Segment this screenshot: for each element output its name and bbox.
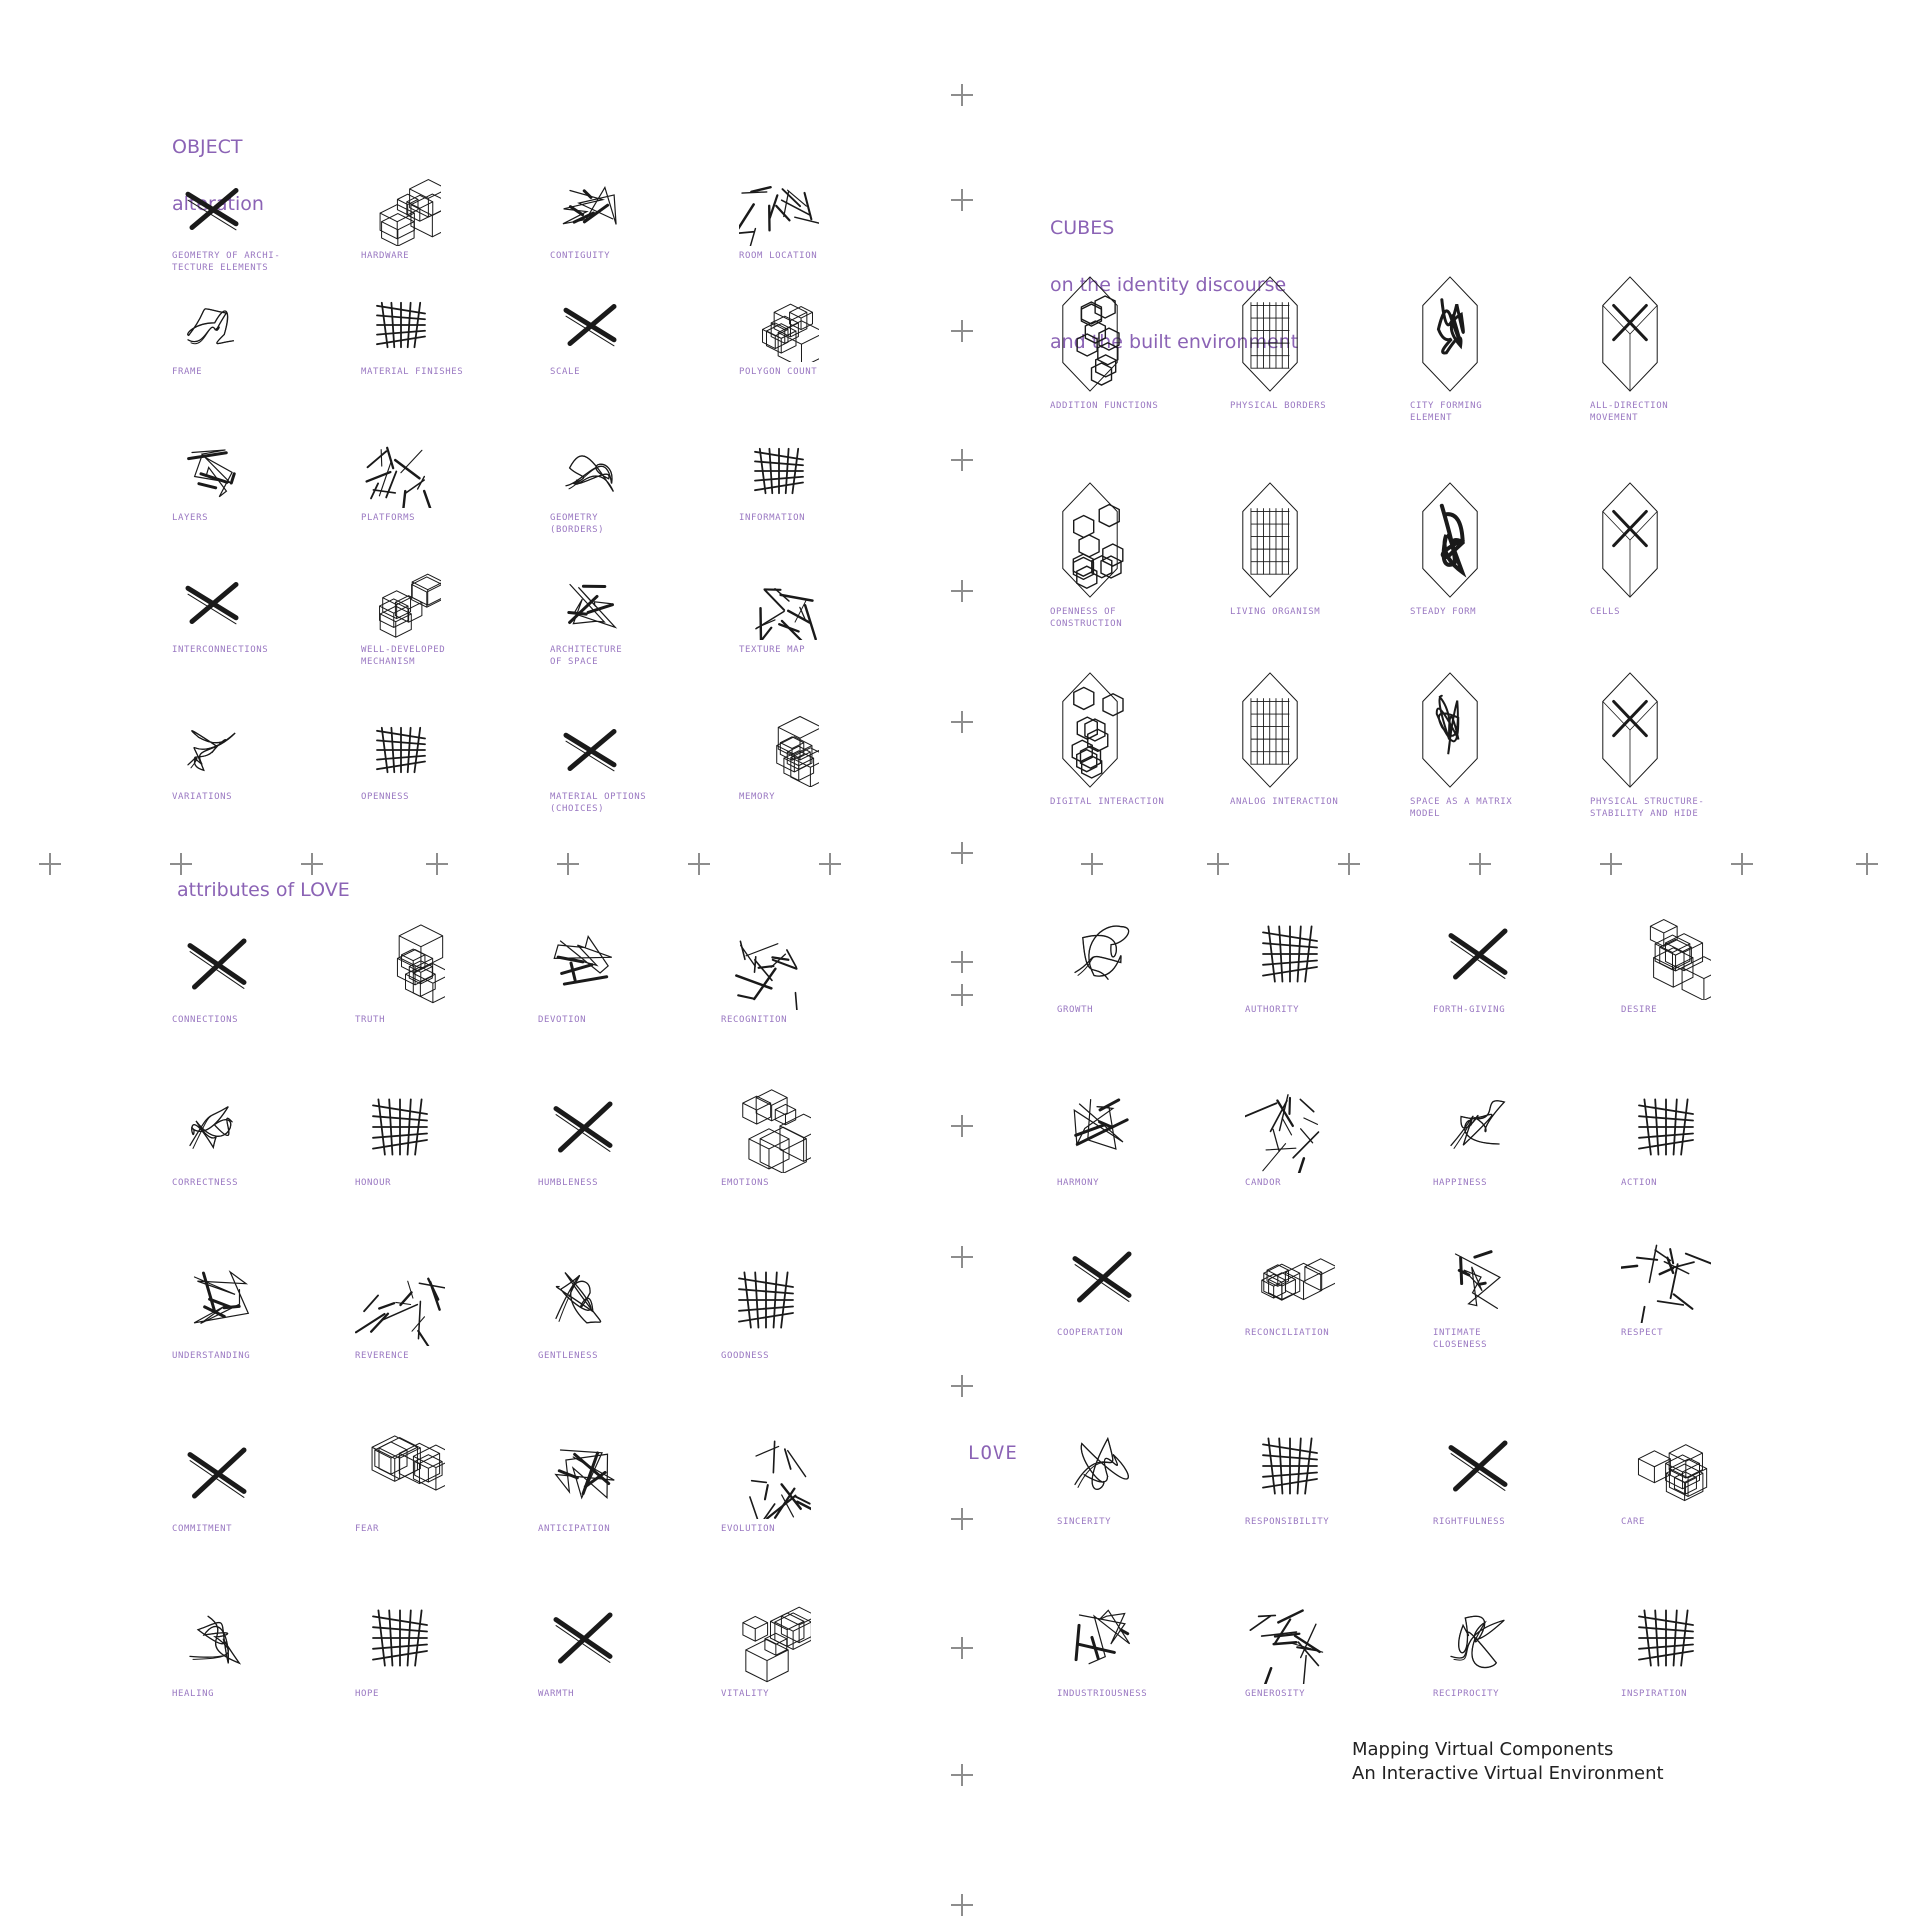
cube-item-label: CITY FORMING ELEMENT xyxy=(1410,401,1483,423)
object-item-label: GEOMETRY (BORDERS) xyxy=(550,513,605,535)
love-attribute-item-label: SINCERITY xyxy=(1057,1517,1112,1527)
cube-sketch-icon xyxy=(1050,272,1220,396)
love-attribute-item-label: ACTION xyxy=(1621,1178,1658,1188)
object-sketch-icon xyxy=(739,288,909,362)
cube-item-label: ALL-DIRECTION MOVEMENT xyxy=(1590,401,1669,423)
cube-item-label: ADDITION FUNCTIONS xyxy=(1050,401,1159,411)
cube-item-label: DIGITAL INTERACTION xyxy=(1050,797,1165,807)
cube-item-label: OPENNESS OF CONSTRUCTION xyxy=(1050,607,1123,629)
object-sketch-icon xyxy=(172,566,342,640)
love-attribute-item-label: HEALING xyxy=(172,1689,215,1699)
object-item-label: MATERIAL FINISHES xyxy=(361,367,464,377)
object-sketch-icon xyxy=(550,172,720,246)
object-item-label: MATERIAL OPTIONS (CHOICES) xyxy=(550,792,647,814)
love-attribute-item-label: INDUSTRIOUSNESS xyxy=(1057,1689,1148,1699)
love-attribute-item-label: HUMBLENESS xyxy=(538,1178,599,1188)
registration-cross xyxy=(951,984,973,1006)
object-item-label: TEXTURE MAP xyxy=(739,645,806,655)
love-attribute-item-label: HARMONY xyxy=(1057,1178,1100,1188)
love-attribute-item-label: CANDOR xyxy=(1245,1178,1282,1188)
cube-item xyxy=(1230,668,1400,808)
love-attribute-item-label: FEAR xyxy=(355,1524,380,1534)
object-sketch-icon xyxy=(361,172,531,246)
object-item-label: HARDWARE xyxy=(361,251,410,261)
cube-item xyxy=(1410,272,1580,424)
love-attribute-item xyxy=(1433,1592,1603,1700)
object-item-label: INTERCONNECTIONS xyxy=(172,645,269,655)
love-attribute-item xyxy=(172,918,342,1026)
registration-cross xyxy=(951,711,973,733)
registration-cross xyxy=(951,1508,973,1530)
cube-sketch-icon xyxy=(1230,478,1400,602)
love-attribute-sketch-icon xyxy=(1433,1592,1603,1684)
caption-line1: Mapping Virtual Components xyxy=(1352,1739,1614,1760)
object-item xyxy=(361,434,531,524)
registration-cross xyxy=(951,449,973,471)
registration-cross xyxy=(951,84,973,106)
love-attribute-item xyxy=(1245,908,1415,1016)
love-attribute-item xyxy=(172,1081,342,1189)
love-attribute-item-label: ANTICIPATION xyxy=(538,1524,611,1534)
cube-item xyxy=(1050,478,1220,630)
love-attribute-item xyxy=(1621,1420,1791,1528)
object-title-line2: alteration xyxy=(172,193,264,215)
registration-cross xyxy=(951,1375,973,1397)
registration-cross xyxy=(1207,853,1229,875)
object-item xyxy=(739,566,909,656)
love-attribute-sketch-icon xyxy=(538,1592,708,1684)
love-attribute-item xyxy=(1621,908,1791,1016)
love-attribute-item xyxy=(1057,1420,1227,1528)
registration-cross xyxy=(951,1637,973,1659)
love-attribute-item-label: COOPERATION xyxy=(1057,1328,1124,1338)
cube-sketch-icon xyxy=(1410,668,1580,792)
love-attribute-item-label: RECOGNITION xyxy=(721,1015,788,1025)
love-attribute-sketch-icon xyxy=(1057,1231,1227,1323)
object-sketch-icon xyxy=(361,713,531,787)
love-attribute-sketch-icon xyxy=(1621,1420,1791,1512)
love-attribute-item-label: TRUTH xyxy=(355,1015,386,1025)
love-attribute-item-label: INSPIRATION xyxy=(1621,1689,1688,1699)
object-item xyxy=(361,566,531,668)
love-attribute-sketch-icon xyxy=(721,1427,891,1519)
love-attribute-item xyxy=(1057,1231,1227,1339)
love-attribute-sketch-icon xyxy=(355,1592,525,1684)
love-attribute-item-label: GENTLENESS xyxy=(538,1351,599,1361)
love-attribute-item xyxy=(355,1081,525,1189)
love-attribute-item xyxy=(1433,1081,1603,1189)
cube-sketch-icon xyxy=(1050,668,1220,792)
cube-item-label: STEADY FORM xyxy=(1410,607,1477,617)
love-attribute-sketch-icon xyxy=(172,1081,342,1173)
love-attribute-sketch-icon xyxy=(1245,1081,1415,1173)
cube-item xyxy=(1050,272,1220,412)
love-attribute-sketch-icon xyxy=(355,918,525,1010)
registration-cross xyxy=(951,951,973,973)
love-attribute-sketch-icon xyxy=(721,918,891,1010)
object-item-label: POLYGON COUNT xyxy=(739,367,818,377)
registration-cross xyxy=(951,842,973,864)
love-attribute-sketch-icon xyxy=(721,1592,891,1684)
love-attribute-sketch-icon xyxy=(538,1254,708,1346)
love-attribute-sketch-icon xyxy=(1621,1081,1791,1173)
cube-sketch-icon xyxy=(1050,478,1220,602)
love-attribute-sketch-icon xyxy=(721,1081,891,1173)
cube-item xyxy=(1590,272,1760,424)
cubes-title-line1: CUBES xyxy=(1050,217,1115,239)
cube-sketch-icon xyxy=(1230,272,1400,396)
cube-item xyxy=(1230,272,1400,412)
object-item xyxy=(172,434,342,524)
object-item xyxy=(172,288,342,378)
registration-cross xyxy=(951,580,973,602)
registration-cross xyxy=(1600,853,1622,875)
registration-cross xyxy=(557,853,579,875)
object-sketch-icon xyxy=(739,713,909,787)
object-item xyxy=(172,713,342,803)
object-sketch-icon xyxy=(739,566,909,640)
cube-item xyxy=(1410,668,1580,820)
love-attribute-sketch-icon xyxy=(355,1427,525,1519)
object-item-label: OPENNESS xyxy=(361,792,410,802)
love-attribute-item-label: RIGHTFULNESS xyxy=(1433,1517,1506,1527)
registration-cross xyxy=(951,189,973,211)
love-attribute-sketch-icon xyxy=(1245,1231,1415,1323)
love-attribute-item-label: RECIPROCITY xyxy=(1433,1689,1500,1699)
cube-item xyxy=(1590,478,1760,618)
love-attribute-item xyxy=(1433,1420,1603,1528)
love-attribute-item xyxy=(1433,908,1603,1016)
cube-sketch-icon xyxy=(1410,272,1580,396)
love-attribute-item-label: DEVOTION xyxy=(538,1015,587,1025)
love-attribute-item xyxy=(538,1254,708,1362)
object-item xyxy=(550,172,720,262)
love-attribute-sketch-icon xyxy=(1057,1420,1227,1512)
love-attribute-item xyxy=(1245,1592,1415,1700)
object-item-label: VARIATIONS xyxy=(172,792,233,802)
love-attribute-item xyxy=(721,1254,891,1362)
cube-sketch-icon xyxy=(1590,272,1760,396)
love-attribute-item-label: COMMITMENT xyxy=(172,1524,233,1534)
cubes-title-line2: on the identity discourse xyxy=(1050,274,1287,296)
love-attribute-item-label: WARMTH xyxy=(538,1689,575,1699)
love-attribute-item xyxy=(1621,1081,1791,1189)
love-attribute-item-label: EMOTIONS xyxy=(721,1178,770,1188)
love-attribute-item xyxy=(1245,1081,1415,1189)
registration-cross xyxy=(1081,853,1103,875)
love-attribute-item xyxy=(1057,1592,1227,1700)
cubes-title-line3: and the built environment xyxy=(1050,331,1299,353)
object-sketch-icon xyxy=(361,288,531,362)
object-sketch-icon xyxy=(550,288,720,362)
object-item-label: ARCHITECTURE OF SPACE xyxy=(550,645,623,667)
registration-cross xyxy=(688,853,710,875)
love-attribute-item-label: CONNECTIONS xyxy=(172,1015,239,1025)
love-attribute-item-label: REVERENCE xyxy=(355,1351,410,1361)
love-attribute-item xyxy=(172,1427,342,1535)
object-sketch-icon xyxy=(172,434,342,508)
love-attribute-sketch-icon xyxy=(1245,908,1415,1000)
object-item xyxy=(361,713,531,803)
love-attribute-sketch-icon xyxy=(172,1427,342,1519)
love-attribute-item xyxy=(1433,1231,1603,1351)
object-item xyxy=(550,713,720,815)
object-item-label: MEMORY xyxy=(739,792,776,802)
love-attribute-sketch-icon xyxy=(538,1427,708,1519)
love-attribute-item-label: RESPONSIBILITY xyxy=(1245,1517,1330,1527)
love-attribute-item xyxy=(1057,908,1227,1016)
cube-item xyxy=(1410,478,1580,618)
object-item xyxy=(739,172,909,262)
love-attribute-sketch-icon xyxy=(1621,1231,1791,1323)
love-attribute-item xyxy=(721,1427,891,1535)
love-attribute-item xyxy=(538,1427,708,1535)
love-attribute-item-label: INTIMATE CLOSENESS xyxy=(1433,1328,1488,1350)
registration-cross xyxy=(951,1246,973,1268)
object-item xyxy=(550,434,720,536)
love-attribute-item xyxy=(538,918,708,1026)
cube-item xyxy=(1230,478,1400,618)
love-attribute-item-label: VITALITY xyxy=(721,1689,770,1699)
love-attribute-item xyxy=(538,1081,708,1189)
object-sketch-icon xyxy=(361,434,531,508)
love-attribute-item-label: UNDERSTANDING xyxy=(172,1351,251,1361)
object-sketch-icon xyxy=(172,288,342,362)
cube-item xyxy=(1050,668,1220,808)
object-item-label: PLATFORMS xyxy=(361,513,416,523)
love-attribute-item xyxy=(355,1592,525,1700)
object-item-label: INFORMATION xyxy=(739,513,806,523)
cube-sketch-icon xyxy=(1590,478,1760,602)
object-item-label: ROOM LOCATION xyxy=(739,251,818,261)
love-attribute-sketch-icon xyxy=(355,1081,525,1173)
love-attribute-item-label: HONOUR xyxy=(355,1178,392,1188)
love-attribute-item xyxy=(172,1254,342,1362)
love-attribute-sketch-icon xyxy=(1057,1592,1227,1684)
object-sketch-icon xyxy=(739,434,909,508)
object-item xyxy=(739,288,909,378)
object-sketch-icon xyxy=(172,713,342,787)
caption-line2: An Interactive Virtual Environment xyxy=(1352,1763,1664,1784)
love-attribute-sketch-icon xyxy=(1621,1592,1791,1684)
registration-cross xyxy=(1856,853,1878,875)
love-attribute-sketch-icon xyxy=(1621,908,1791,1000)
love-attribute-sketch-icon xyxy=(538,918,708,1010)
object-item-label: WELL-DEVELOPED MECHANISM xyxy=(361,645,446,667)
love-attribute-sketch-icon xyxy=(1433,908,1603,1000)
love-attribute-item xyxy=(1057,1081,1227,1189)
love-attribute-sketch-icon xyxy=(1433,1231,1603,1323)
object-sketch-icon xyxy=(361,566,531,640)
love-attribute-item-label: DESIRE xyxy=(1621,1005,1658,1015)
love-attribute-item-label: HOPE xyxy=(355,1689,380,1699)
love-attribute-sketch-icon xyxy=(1245,1420,1415,1512)
cube-item-label: SPACE AS A MATRIX MODEL xyxy=(1410,797,1513,819)
love-attribute-item-label: RECONCILIATION xyxy=(1245,1328,1330,1338)
love-attribute-item-label: GOODNESS xyxy=(721,1351,770,1361)
registration-cross xyxy=(951,1764,973,1786)
cube-item xyxy=(1590,668,1760,820)
cube-item-label: LIVING ORGANISM xyxy=(1230,607,1321,617)
object-item-label: CONTIGUITY xyxy=(550,251,611,261)
object-item-label: FRAME xyxy=(172,367,203,377)
object-item xyxy=(172,172,342,274)
love-attribute-item-label: AUTHORITY xyxy=(1245,1005,1300,1015)
love-attribute-item-label: RESPECT xyxy=(1621,1328,1664,1338)
object-item-label: LAYERS xyxy=(172,513,209,523)
love-attribute-item-label: EVOLUTION xyxy=(721,1524,776,1534)
object-item xyxy=(550,288,720,378)
object-item xyxy=(739,434,909,524)
object-item xyxy=(172,566,342,656)
love-attribute-item xyxy=(1245,1231,1415,1339)
love-attribute-item-label: GENEROSITY xyxy=(1245,1689,1306,1699)
love-attribute-item xyxy=(355,1254,525,1362)
object-item-label: SCALE xyxy=(550,367,581,377)
object-item-label: GEOMETRY OF ARCHI- TECTURE ELEMENTS xyxy=(172,251,281,273)
registration-cross xyxy=(426,853,448,875)
love-attribute-item xyxy=(1621,1592,1791,1700)
love-attribute-item-label: HAPPINESS xyxy=(1433,1178,1488,1188)
cube-item-label: PHYSICAL BORDERS xyxy=(1230,401,1327,411)
love-attribute-item xyxy=(721,1081,891,1189)
cube-sketch-icon xyxy=(1590,668,1760,792)
object-title-line1: OBJECT xyxy=(172,136,243,158)
love-side-word: LOVE xyxy=(968,1442,1018,1464)
registration-cross xyxy=(39,853,61,875)
love-attribute-item-label: FORTH-GIVING xyxy=(1433,1005,1506,1015)
love-attribute-sketch-icon xyxy=(1433,1081,1603,1173)
registration-cross xyxy=(301,853,323,875)
object-sketch-icon xyxy=(550,713,720,787)
love-attribute-sketch-icon xyxy=(172,918,342,1010)
registration-cross xyxy=(1731,853,1753,875)
love-attribute-sketch-icon xyxy=(1433,1420,1603,1512)
object-sketch-icon xyxy=(172,172,342,246)
cube-item-label: CELLS xyxy=(1590,607,1621,617)
love-attribute-item-label: CARE xyxy=(1621,1517,1646,1527)
love-attribute-item xyxy=(538,1592,708,1700)
love-attribute-item-label: GROWTH xyxy=(1057,1005,1094,1015)
registration-cross xyxy=(951,320,973,342)
object-item xyxy=(739,713,909,803)
love-attribute-item xyxy=(355,1427,525,1535)
love-attribute-item xyxy=(355,918,525,1026)
object-item xyxy=(550,566,720,668)
love-attribute-sketch-icon xyxy=(538,1081,708,1173)
registration-cross xyxy=(819,853,841,875)
love-attribute-sketch-icon xyxy=(355,1254,525,1346)
object-sketch-icon xyxy=(739,172,909,246)
object-item xyxy=(361,288,531,378)
love-attribute-sketch-icon xyxy=(1057,1081,1227,1173)
registration-cross xyxy=(1338,853,1360,875)
love-section-title: attributes of LOVE xyxy=(177,879,350,901)
object-sketch-icon xyxy=(550,566,720,640)
registration-cross xyxy=(1469,853,1491,875)
love-attribute-sketch-icon xyxy=(721,1254,891,1346)
cube-item-label: PHYSICAL STRUCTURE- STABILITY AND HIDE xyxy=(1590,797,1705,819)
cube-sketch-icon xyxy=(1230,668,1400,792)
love-attribute-item xyxy=(1621,1231,1791,1339)
love-attribute-sketch-icon xyxy=(1245,1592,1415,1684)
registration-cross xyxy=(951,1115,973,1137)
love-attribute-sketch-icon xyxy=(1057,908,1227,1000)
cube-sketch-icon xyxy=(1410,478,1580,602)
love-attribute-item xyxy=(172,1592,342,1700)
object-sketch-icon xyxy=(550,434,720,508)
registration-cross xyxy=(170,853,192,875)
love-attribute-sketch-icon xyxy=(172,1592,342,1684)
love-attribute-item xyxy=(1245,1420,1415,1528)
cube-item-label: ANALOG INTERACTION xyxy=(1230,797,1339,807)
project-caption xyxy=(1352,1738,1664,1786)
love-attribute-item xyxy=(721,1592,891,1700)
love-attribute-item-label: CORRECTNESS xyxy=(172,1178,239,1188)
registration-cross xyxy=(951,1894,973,1916)
love-attribute-sketch-icon xyxy=(172,1254,342,1346)
object-item xyxy=(361,172,531,262)
love-attribute-item xyxy=(721,918,891,1026)
